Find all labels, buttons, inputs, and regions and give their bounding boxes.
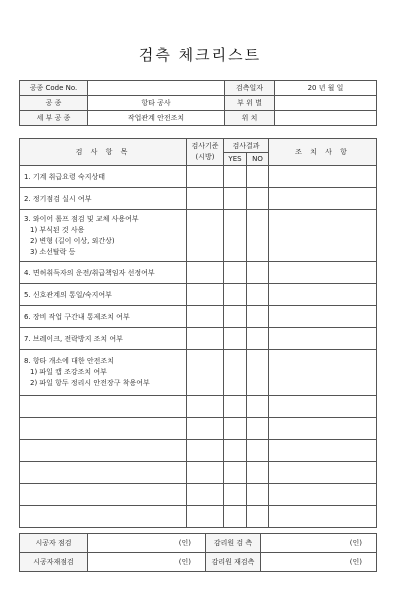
- signature-seal-supervisor-recheck[interactable]: (인): [261, 553, 377, 572]
- header-no: NO: [247, 153, 269, 166]
- info-value-part[interactable]: [275, 96, 377, 111]
- item-2-no[interactable]: [247, 188, 269, 210]
- table-row: [20, 328, 377, 350]
- empty-standard[interactable]: [187, 418, 224, 440]
- item-5-no[interactable]: [247, 284, 269, 306]
- item-8-sub-2: 2) 파일 항두 정리시 안전장구 착용여부: [30, 379, 150, 387]
- item-4-action[interactable]: [269, 262, 377, 284]
- empty-action[interactable]: [269, 440, 377, 462]
- item-3-yes[interactable]: [224, 210, 247, 262]
- item-3-title: 3. 와이어 롤프 점검 및 교체 사용여부: [24, 214, 139, 223]
- info-value-date[interactable]: 20 년 월 일: [275, 81, 377, 96]
- item-5-text: 5. 신호관계의 통일/숙지여부: [20, 284, 187, 306]
- table-row: [20, 262, 377, 284]
- signature-table: [19, 533, 377, 572]
- item-6-action[interactable]: [269, 306, 377, 328]
- item-4-yes[interactable]: [224, 262, 247, 284]
- item-3-text: [20, 210, 187, 262]
- info-row-code: [20, 81, 377, 96]
- header-standard: [187, 139, 224, 166]
- table-row: [20, 166, 377, 188]
- item-8-sub-1: 1) 파일 캡 조강조치 여부: [30, 368, 107, 376]
- item-5-yes[interactable]: [224, 284, 247, 306]
- item-5-standard[interactable]: [187, 284, 224, 306]
- header-row-1: [20, 139, 377, 153]
- header-action: 조 치 사 항: [269, 139, 377, 166]
- item-8-standard[interactable]: [187, 350, 224, 396]
- empty-yes[interactable]: [224, 484, 247, 506]
- empty-action[interactable]: [269, 506, 377, 528]
- empty-item[interactable]: [20, 440, 187, 462]
- empty-standard[interactable]: [187, 462, 224, 484]
- item-7-text: 7. 브레이크, 전락방지 조치 여부: [20, 328, 187, 350]
- item-7-standard[interactable]: [187, 328, 224, 350]
- empty-no[interactable]: [247, 396, 269, 418]
- empty-yes[interactable]: [224, 418, 247, 440]
- item-4-no[interactable]: [247, 262, 269, 284]
- item-2-yes[interactable]: [224, 188, 247, 210]
- empty-yes[interactable]: [224, 462, 247, 484]
- empty-item[interactable]: [20, 418, 187, 440]
- info-label-part: 부 위 별: [225, 96, 275, 111]
- item-6-no[interactable]: [247, 306, 269, 328]
- item-6-standard[interactable]: [187, 306, 224, 328]
- item-1-standard[interactable]: [187, 166, 224, 188]
- signature-row-2: [20, 553, 377, 572]
- item-1-yes[interactable]: [224, 166, 247, 188]
- item-3-sub-1: 1) 부식된 것 사용: [30, 225, 85, 234]
- item-8-yes[interactable]: [224, 350, 247, 396]
- empty-row: [20, 440, 377, 462]
- empty-row: [20, 396, 377, 418]
- item-5-action[interactable]: [269, 284, 377, 306]
- item-1-no[interactable]: [247, 166, 269, 188]
- header-item: 검 사 항 목: [20, 139, 187, 166]
- item-2-standard[interactable]: [187, 188, 224, 210]
- info-label-detail: 세 부 공 종: [20, 111, 88, 126]
- item-3-sub-2: 2) 변형 (길이 이상, 외간상): [30, 236, 115, 245]
- empty-no[interactable]: [247, 484, 269, 506]
- info-value-location[interactable]: [275, 111, 377, 126]
- info-label-code: 공종 Code No.: [20, 81, 88, 96]
- item-3-sub-3: 3) 소선탈락 등: [30, 247, 76, 256]
- empty-standard[interactable]: [187, 506, 224, 528]
- info-value-work-type[interactable]: 항타 공사: [88, 96, 225, 111]
- info-label-date: 검측일자: [225, 81, 275, 96]
- table-row: [20, 350, 377, 396]
- empty-action[interactable]: [269, 462, 377, 484]
- signature-label-contractor: 시공자 점검: [20, 534, 88, 553]
- info-row-detail: [20, 111, 377, 126]
- empty-standard[interactable]: [187, 440, 224, 462]
- item-1-text: 1. 기계 취급요령 숙지상태: [20, 166, 187, 188]
- empty-row: [20, 506, 377, 528]
- item-8-no[interactable]: [247, 350, 269, 396]
- empty-no[interactable]: [247, 440, 269, 462]
- item-3-no[interactable]: [247, 210, 269, 262]
- info-label-location: 위 치: [225, 111, 275, 126]
- table-row: [20, 210, 377, 262]
- signature-label-contractor-recheck: 시공자재점검: [20, 553, 88, 572]
- signature-seal-supervisor[interactable]: (인): [261, 534, 377, 553]
- empty-yes[interactable]: [224, 440, 247, 462]
- info-value-detail[interactable]: 작업관계 안전조치: [88, 111, 225, 126]
- signature-label-supervisor: 감리원 검 측: [206, 534, 261, 553]
- checklist-table: [19, 138, 377, 528]
- empty-action[interactable]: [269, 484, 377, 506]
- empty-row: [20, 484, 377, 506]
- item-3-action[interactable]: [269, 210, 377, 262]
- empty-item[interactable]: [20, 484, 187, 506]
- header-standard-line2: (시방): [195, 153, 215, 161]
- signature-seal-contractor[interactable]: (인): [88, 534, 206, 553]
- table-row: [20, 306, 377, 328]
- empty-item[interactable]: [20, 396, 187, 418]
- empty-item[interactable]: [20, 462, 187, 484]
- item-4-text: 4. 면허취득자의 운전/취급책임자 선정여부: [20, 262, 187, 284]
- info-row-work-type: [20, 96, 377, 111]
- header-yes: YES: [224, 153, 247, 166]
- info-label-work-type: 공 종: [20, 96, 88, 111]
- item-7-action[interactable]: [269, 328, 377, 350]
- empty-yes[interactable]: [224, 396, 247, 418]
- info-table: [19, 80, 377, 126]
- signature-seal-contractor-recheck[interactable]: (인): [88, 553, 206, 572]
- table-row: [20, 284, 377, 306]
- item-8-title: 8. 항타 개소에 대한 안전조치: [24, 357, 114, 365]
- empty-standard[interactable]: [187, 396, 224, 418]
- empty-yes[interactable]: [224, 506, 247, 528]
- empty-item[interactable]: [20, 506, 187, 528]
- item-7-yes[interactable]: [224, 328, 247, 350]
- table-row: [20, 188, 377, 210]
- item-1-action[interactable]: [269, 166, 377, 188]
- header-result: 검사결과: [224, 139, 269, 153]
- item-4-standard[interactable]: [187, 262, 224, 284]
- item-8-action[interactable]: [269, 350, 377, 396]
- item-6-yes[interactable]: [224, 306, 247, 328]
- item-2-text: 2. 정기점검 실시 여부: [20, 188, 187, 210]
- empty-action[interactable]: [269, 418, 377, 440]
- empty-no[interactable]: [247, 418, 269, 440]
- item-8-text: [20, 350, 187, 396]
- page-title: 검측 체크리스트: [138, 46, 262, 64]
- empty-standard[interactable]: [187, 484, 224, 506]
- signature-label-supervisor-recheck: 감리원 재검측: [206, 553, 261, 572]
- empty-row: [20, 418, 377, 440]
- signature-row-1: [20, 534, 377, 553]
- empty-no[interactable]: [247, 506, 269, 528]
- item-3-standard[interactable]: [187, 210, 224, 262]
- item-7-no[interactable]: [247, 328, 269, 350]
- empty-action[interactable]: [269, 396, 377, 418]
- item-2-action[interactable]: [269, 188, 377, 210]
- empty-no[interactable]: [247, 462, 269, 484]
- header-standard-line1: 검사기준: [191, 142, 219, 150]
- info-value-code[interactable]: [88, 81, 225, 96]
- empty-row: [20, 462, 377, 484]
- item-6-text: 6. 장비 작업 구간내 통제조치 여부: [20, 306, 187, 328]
